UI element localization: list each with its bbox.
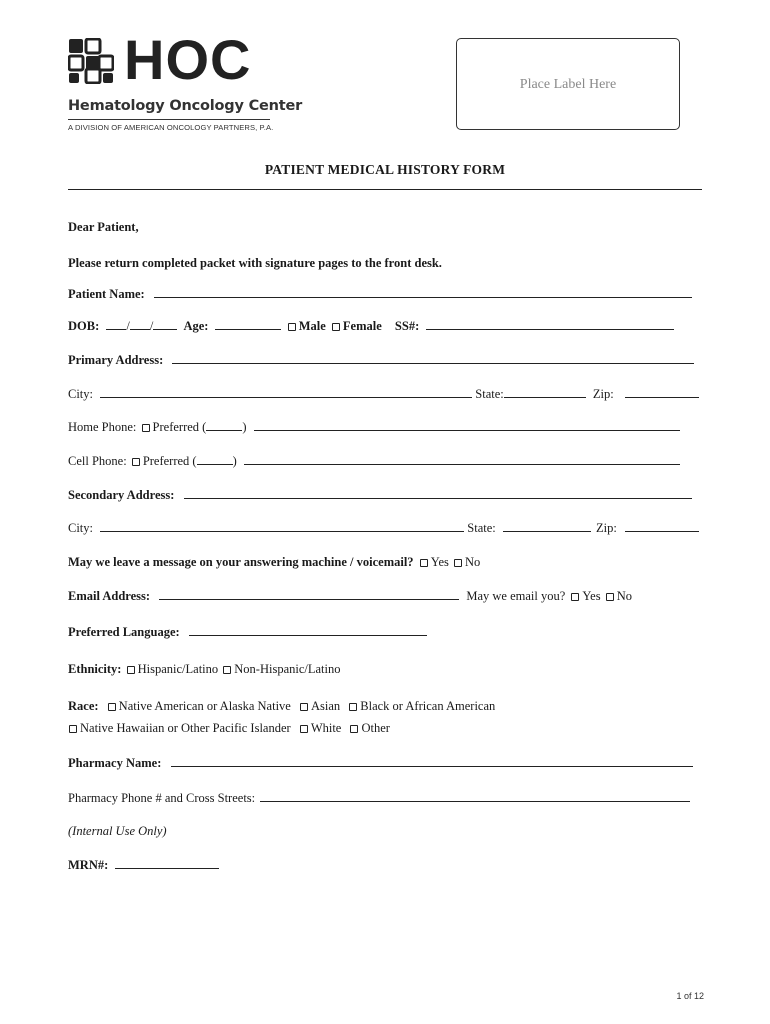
logo-divider	[68, 119, 270, 120]
male-label: Male	[298, 319, 326, 333]
primary-city-input[interactable]	[100, 386, 472, 398]
secondary-city-row	[68, 520, 700, 536]
hoc-logo	[68, 28, 303, 138]
primary-city-row	[68, 386, 700, 402]
non-hispanic-label: Non-Hispanic/Latino	[234, 662, 341, 676]
email-yes-checkbox[interactable]	[571, 593, 579, 601]
close-paren: )	[242, 420, 247, 434]
cell-phone-input[interactable]	[244, 453, 680, 465]
dob-month-input[interactable]	[106, 318, 126, 330]
race-label: Race:	[68, 699, 99, 713]
voicemail-row	[68, 554, 700, 570]
state-label: State:	[467, 521, 496, 535]
language-row	[68, 624, 700, 640]
cell-phone-label: Cell Phone:	[68, 454, 127, 468]
pharmacy-name-input[interactable]	[171, 755, 693, 767]
email-question: May we email you?	[466, 589, 566, 603]
email-no-checkbox[interactable]	[606, 593, 614, 601]
ethnicity-label: Ethnicity:	[68, 662, 122, 676]
hoc-logo-mark-icon	[68, 38, 114, 84]
dob-day-input[interactable]	[130, 318, 150, 330]
pharmacy-name-row	[68, 755, 700, 771]
home-preferred-checkbox[interactable]	[142, 424, 150, 432]
dob-slash: /	[149, 319, 154, 333]
home-phone-input[interactable]	[254, 419, 680, 431]
internal-use-label: (Internal Use Only)	[68, 824, 167, 838]
native-american-label: Native American or Alaska Native	[118, 699, 291, 713]
pharmacy-phone-row	[68, 790, 700, 806]
ss-input[interactable]	[426, 318, 674, 330]
asian-checkbox[interactable]	[300, 703, 308, 711]
primary-state-input[interactable]	[504, 386, 586, 398]
male-checkbox[interactable]	[288, 323, 296, 331]
home-phone-row	[68, 419, 700, 435]
greeting: Dear Patient,	[68, 220, 139, 234]
pharmacy-phone-input[interactable]	[260, 790, 690, 802]
mrn-label: MRN#:	[68, 858, 109, 872]
voicemail-no-checkbox[interactable]	[454, 559, 462, 567]
close-paren: )	[232, 454, 237, 468]
voicemail-question: May we leave a message on your answering machine / voicemail?	[68, 555, 414, 569]
white-label: White	[310, 721, 342, 735]
dob-year-input[interactable]	[153, 318, 177, 330]
yes-label: Yes	[430, 555, 449, 569]
patient-name-input[interactable]	[154, 286, 692, 298]
native-american-checkbox[interactable]	[108, 703, 116, 711]
other-checkbox[interactable]	[350, 725, 358, 733]
asian-label: Asian	[310, 699, 341, 713]
race-row-2	[68, 720, 700, 736]
age-label: Age:	[183, 319, 209, 333]
female-checkbox[interactable]	[332, 323, 340, 331]
city-label: City:	[68, 387, 94, 401]
other-label: Other	[361, 721, 390, 735]
email-row	[68, 588, 700, 604]
logo-division: A DIVISION OF AMERICAN ONCOLOGY PARTNERS, P.A.	[68, 123, 274, 132]
home-preferred-input[interactable]	[206, 419, 242, 431]
hispanic-label: Hispanic/Latino	[137, 662, 219, 676]
patient-name-row	[68, 286, 700, 302]
pharmacy-name-label: Pharmacy Name:	[68, 756, 162, 770]
secondary-zip-input[interactable]	[625, 520, 699, 532]
hispanic-checkbox[interactable]	[127, 666, 135, 674]
state-label: State:	[475, 387, 504, 401]
primary-address-input[interactable]	[172, 352, 694, 364]
race-row-1	[68, 698, 700, 714]
city-label: City:	[68, 521, 94, 535]
preferred-label: Preferred (	[142, 454, 197, 468]
cell-phone-row	[68, 453, 700, 469]
pharmacy-phone-label: Pharmacy Phone # and Cross Streets:	[68, 791, 256, 805]
zip-label: Zip:	[595, 521, 617, 535]
no-label: No	[465, 555, 481, 569]
logo-name: Hematology Oncology Center	[68, 98, 303, 114]
label-box	[456, 38, 680, 130]
yes-label: Yes	[582, 589, 601, 603]
white-checkbox[interactable]	[300, 725, 308, 733]
black-checkbox[interactable]	[349, 703, 357, 711]
email-address-input[interactable]	[159, 588, 459, 600]
secondary-address-row	[68, 487, 700, 503]
email-address-label: Email Address:	[68, 589, 151, 603]
secondary-address-label: Secondary Address:	[68, 488, 175, 502]
secondary-city-input[interactable]	[100, 520, 464, 532]
label-box-text: Place Label Here	[519, 77, 617, 92]
preferred-label: Preferred (	[152, 420, 207, 434]
patient-name-label: Patient Name:	[68, 287, 145, 301]
secondary-state-input[interactable]	[503, 520, 591, 532]
home-phone-label: Home Phone:	[68, 420, 137, 434]
ethnicity-row	[68, 661, 700, 677]
title-divider	[68, 189, 702, 190]
dob-label: DOB:	[68, 319, 100, 333]
age-input[interactable]	[215, 318, 281, 330]
black-label: Black or African American	[360, 699, 496, 713]
hawaiian-checkbox[interactable]	[69, 725, 77, 733]
preferred-language-input[interactable]	[189, 624, 427, 636]
primary-zip-input[interactable]	[625, 386, 699, 398]
zip-label: Zip:	[592, 387, 614, 401]
form-title: PATIENT MEDICAL HISTORY FORM	[264, 162, 506, 177]
mrn-input[interactable]	[115, 857, 219, 869]
secondary-address-input[interactable]	[184, 487, 692, 499]
preferred-language-label: Preferred Language:	[68, 625, 180, 639]
ss-label: SS#:	[394, 319, 420, 333]
voicemail-yes-checkbox[interactable]	[420, 559, 428, 567]
dob-row	[68, 318, 700, 334]
mrn-row	[68, 857, 700, 873]
non-hispanic-checkbox[interactable]	[223, 666, 231, 674]
female-label: Female	[342, 319, 382, 333]
page-number: 1 of 12	[676, 991, 704, 1001]
no-label: No	[616, 589, 632, 603]
logo-letters: HOC	[124, 28, 252, 91]
cell-preferred-checkbox[interactable]	[132, 458, 140, 466]
cell-preferred-input[interactable]	[197, 453, 233, 465]
primary-address-row	[68, 352, 700, 368]
instruction: Please return completed packet with signature pages to the front desk.	[68, 256, 442, 270]
hawaiian-label: Native Hawaiian or Other Pacific Islander	[80, 721, 291, 735]
dob-slash: /	[126, 319, 130, 333]
primary-address-label: Primary Address:	[68, 353, 164, 367]
